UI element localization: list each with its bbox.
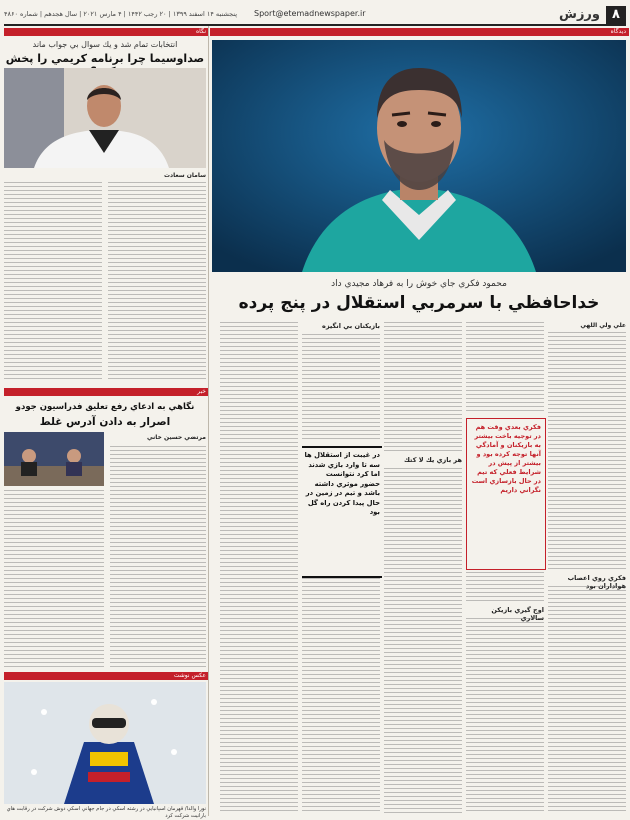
left-kicker: انتخابات تمام شد و يك سوال بي جواب ماند [32,40,178,49]
main-photo [212,40,626,272]
coach-portrait-illustration [212,40,626,272]
left-byline: سامان سعادت [164,172,206,179]
box-quote-text: در غيبت از استقلال ها سه تا وارد بازي شدند اما كرد نتوانست حضور موثري داشته باشد و تيم در زمين در حال پيدا كردن راه گل بود [304,451,380,516]
left-story2-headline: نگاهي به ادعاي رفع تعليق فدراسيون جودو [15,402,195,412]
box-quote [302,446,382,578]
tv-host-photo [4,68,206,168]
left-headline: صداوسيما چرا برنامه كريمي را پخش [5,52,205,65]
left-tag-label: نگاه [196,28,206,35]
subhead-players: بازيكنان بي انگيزه [321,322,380,330]
skier-illustration [4,682,206,804]
pullquote-box [466,418,546,570]
column5-text [220,322,298,814]
tv-host-illustration [4,68,206,168]
mid-subhead: اوج گيري بازيكن سالاري [491,606,544,622]
photo-caption: نورا والدا/ قهرمان اسپانيايي در رشته اسكي در جام جهاني اسكي دوش شركت در رقابت هاي بارانيت شركت كرد [6,806,206,819]
left-story2-byline: مرتضي حسين خاني [146,434,206,441]
column2-text [466,322,544,412]
left-story2-tag-label: خبر [197,388,206,395]
right-section-tag [210,28,629,36]
column2-text-c [466,618,544,814]
left-story1-col-b [108,182,206,382]
column3-text [384,322,462,452]
page-number: ٨ [606,6,626,24]
column4-text [302,334,380,442]
judo-meeting-photo [4,432,104,486]
pullquote-text: فكري بعدي وقت هم در توجيه باخت بيشتر به بازيكنان و آمادگي آنها توجه كرده بود و بيشتر از پيش در شرايط فعلي كه تيم در حال بازسازي است نگراني داريم [471,423,541,494]
main-byline: علي ولي اللهي [580,322,626,329]
ski-photo [4,682,206,804]
left-section-tag [4,28,209,36]
photo-box-tag [4,672,209,680]
date-line: پنجشنبه ۱۴ اسفند ۱۳۹۹ | ۲۰ رجب ۱۴۴۲ | ۴ مارس ۲۰۲۱ | سال هجدهم | شماره ۴۸۶۰ [4,10,238,18]
main-headline: خداحافظي با سرمربي استقلال در پنج پرده [238,293,600,313]
left-story2-col-b [110,446,206,668]
section-title: ورزش [559,7,600,22]
right-column-text-2 [548,586,626,814]
left-story2-col-a [4,490,104,668]
left-story1-col-a [4,182,102,382]
column4-text-b [302,578,380,814]
section-email[interactable]: Sport@etemadnewspaper.ir [254,9,366,18]
main-kicker: محمود فكري جاي خوش را به فرهاد مجيدي داد [331,279,507,289]
right-tag-label: دیدگاه [610,28,626,35]
column3-text-b [384,468,462,814]
right-column-text [548,332,626,572]
mid-subhead-2: هر بازي يك لا كتك [403,456,462,464]
left-story2-subhead: اصرار به دادن آدرس غلط [39,416,171,428]
meeting-illustration [4,432,104,486]
column-divider [208,26,209,816]
left-story2-tag [4,388,209,396]
side-subhead: فكري روي اعصاب هواداران بود [567,574,626,590]
page-header [4,6,626,26]
column2-text-b [466,572,544,602]
photo-box-tag-label: عكس نوشت [173,672,206,679]
